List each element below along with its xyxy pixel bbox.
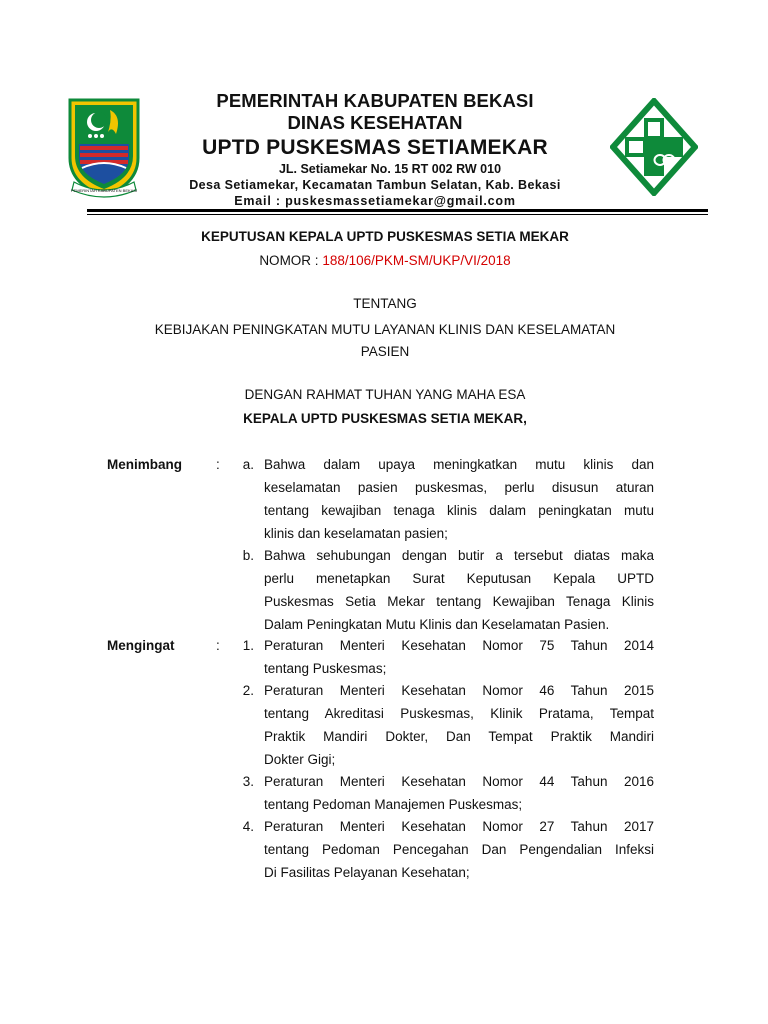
list-item-line: tentang Pedoman Pencegahan Dan Pengendalian Infeksi <box>264 842 654 857</box>
list-item <box>264 453 654 545</box>
letterhead-email: Email : puskesmassetiamekar@gmail.com <box>234 194 516 208</box>
letterhead-address-street: JL. Setiamekar No. 15 RT 002 RW 010 <box>278 162 502 176</box>
list-item-line: Peraturan Menteri Kesehatan Nomor 44 Tahun 2016 <box>264 774 654 789</box>
section-label-mengingat: Mengingat <box>107 638 175 653</box>
list-item-line: Dokter Gigi; <box>264 752 336 767</box>
decree-issuer: KEPALA UPTD PUSKESMAS SETIA MEKAR, <box>243 411 527 426</box>
list-item-line: perlu menetapkan Surat Keputusan Kepala UPTD <box>264 571 654 586</box>
decree-subject-line: KEBIJAKAN PENINGKATAN MUTU LAYANAN KLINIS DAN KESELAMATAN <box>154 322 616 337</box>
letterhead-divider-thin <box>87 214 708 215</box>
list-item-line: tentang Akreditasi Puskesmas, Klinik Pratama, Tempat <box>264 706 654 721</box>
list-marker: 3. <box>242 774 254 789</box>
bekasi-seal-logo <box>66 96 142 200</box>
list-marker: b. <box>242 548 254 563</box>
decree-number-value: 188/106/PKM-SM/UKP/VI/2018 <box>322 253 511 268</box>
list-item-line: Praktik Mandiri Dokter, Dan Tempat Praktik Mandiri <box>264 729 654 744</box>
list-marker: 1. <box>242 638 254 653</box>
list-item-line: Puskesmas Setia Mekar tentang Kewajiban Tenaga Klinis <box>264 594 654 609</box>
list-item <box>264 770 654 816</box>
list-item-line: Di Fasilitas Pelayanan Kesehatan; <box>264 865 470 880</box>
section-colon: : <box>216 638 220 653</box>
letterhead-department: DINAS KESEHATAN <box>287 112 463 133</box>
letterhead-government: PEMERINTAH KABUPATEN BEKASI <box>216 90 534 111</box>
section-colon: : <box>216 457 220 472</box>
letterhead-address-area: Desa Setiamekar, Kecamatan Tambun Selatan, Kab. Bekasi <box>189 178 561 192</box>
list-item-line: Peraturan Menteri Kesehatan Nomor 46 Tahun 2015 <box>264 683 654 698</box>
list-item <box>264 544 654 636</box>
list-item-line: klinis dan keselamatan pasien; <box>264 526 448 541</box>
list-item-line: Bahwa sehubungan dengan butir a tersebut diatas maka <box>264 548 654 563</box>
letterhead <box>150 90 600 209</box>
list-item-line: Peraturan Menteri Kesehatan Nomor 75 Tahun 2014 <box>264 638 654 653</box>
list-item-line: tentang Puskesmas; <box>264 661 387 676</box>
decree-about-label: TENTANG <box>353 296 417 311</box>
section-label-menimbang: Menimbang <box>107 457 183 472</box>
decree-subject-line: PASIEN <box>360 344 410 359</box>
list-marker: 4. <box>242 819 254 834</box>
list-item-line: Bahwa dalam upaya meningkatkan mutu klinis dan <box>264 457 654 472</box>
list-item <box>264 815 654 884</box>
list-marker: a. <box>242 457 254 472</box>
decree-number-label: NOMOR : <box>259 253 323 268</box>
decree-invocation: DENGAN RAHMAT TUHAN YANG MAHA ESA <box>244 387 526 402</box>
decree-subject <box>100 319 670 363</box>
list-item <box>264 634 654 680</box>
decree-number <box>100 253 670 268</box>
list-marker: 2. <box>242 683 254 698</box>
list-item-line: Dalam Peningkatan Mutu Klinis dan Keselamatan Pasien. <box>264 617 610 632</box>
list-item-line: tentang Pedoman Manajemen Puskesmas; <box>264 797 523 812</box>
letterhead-divider-thick <box>87 209 708 212</box>
list-item-line: Peraturan Menteri Kesehatan Nomor 27 Tahun 2017 <box>264 819 654 834</box>
letterhead-institution: UPTD PUSKESMAS SETIAMEKAR <box>202 136 548 159</box>
decree-title: KEPUTUSAN KEPALA UPTD PUSKESMAS SETIA MEKAR <box>201 229 569 244</box>
list-item-line: tentang kewajiban tenaga klinis dalam peningkatan mutu <box>264 503 654 518</box>
list-item <box>264 679 654 771</box>
puskesmas-logo <box>610 98 698 196</box>
seal-ribbon-text: PEMERINTAH KABUPATEN BEKASI <box>70 188 138 193</box>
list-item-line: keselamatan pasien puskesmas, perlu disusun aturan <box>264 480 654 495</box>
